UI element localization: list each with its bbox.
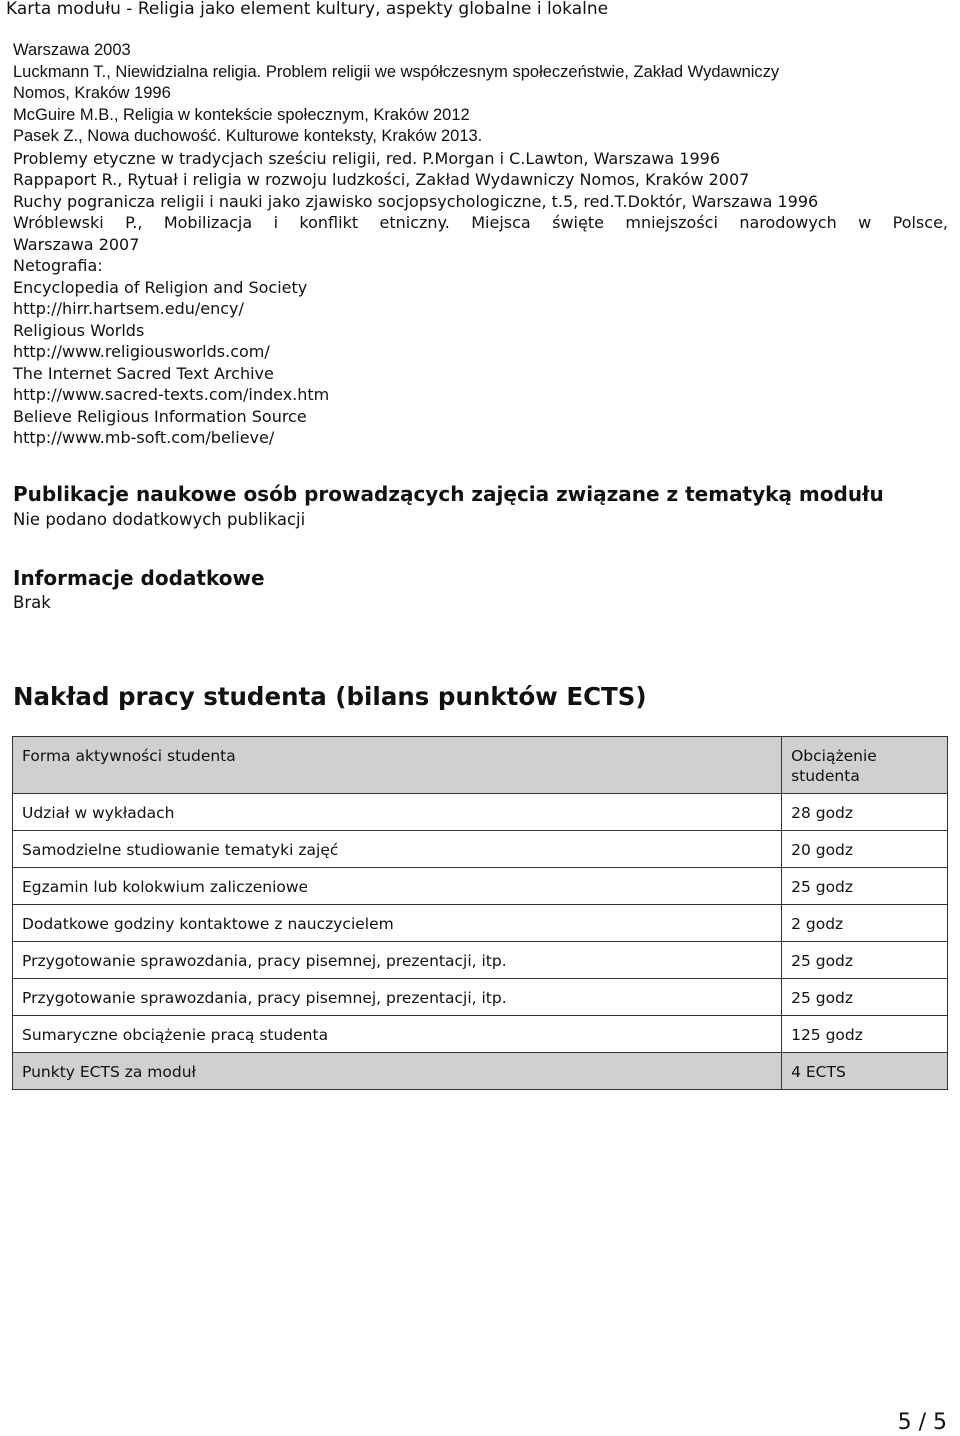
ects-table: [12, 736, 948, 1090]
netography-link[interactable]: http://www.religiousworlds.com/: [13, 342, 270, 361]
ects-table-footer-row: [13, 1053, 948, 1090]
ects-load-cell: 25 godz: [782, 868, 948, 905]
ects-load-cell: 125 godz: [782, 1016, 948, 1053]
table-row: [13, 979, 948, 1016]
bibliography-line: Problemy etyczne w tradycjach sześciu religii, red. P.Morgan i C.Lawton, Warszawa 1996: [13, 148, 721, 168]
bibliography-line: Warszawa 2007: [13, 234, 140, 254]
bibliography-line: Luckmann T., Niewidzialna religia. Problem religii we współczesnym społeczeństwie, Zakład Wydawniczy: [13, 62, 780, 81]
ects-table-header-row: [13, 737, 948, 794]
ects-activity-cell: Dodatkowe godziny kontaktowe z nauczycielem: [13, 905, 782, 942]
ects-load-cell: 25 godz: [782, 979, 948, 1016]
table-row: [13, 868, 948, 905]
ects-activity-cell: Udział w wykładach: [13, 794, 782, 831]
ects-activity-cell: Przygotowanie sprawozdania, pracy pisemnej, prezentacji, itp.: [13, 979, 782, 1016]
netography-site-name: Encyclopedia of Religion and Society: [13, 277, 308, 297]
ects-activity-cell: Przygotowanie sprawozdania, pracy pisemnej, prezentacji, itp.: [13, 942, 782, 979]
publications-heading: Publikacje naukowe osób prowadzących zajęcia związane z tematyką modułu: [13, 482, 884, 506]
ects-load-cell: 2 godz: [782, 905, 948, 942]
ects-heading: Nakład pracy studenta (bilans punktów ECTS): [13, 682, 647, 711]
additional-info-text: Brak: [13, 593, 51, 612]
bibliography-line: Warszawa 2003: [13, 41, 131, 59]
bibliography-line: Wróblewski P., Mobilizacja i konflikt etniczny. Miejsca święte mniejszości narodowych w Polsce,: [13, 213, 948, 232]
netography-link[interactable]: http://hirr.hartsem.edu/ency/: [13, 299, 244, 318]
ects-load-cell: 20 godz: [782, 831, 948, 868]
bibliography-list: [13, 40, 948, 449]
bibliography-line: McGuire M.B., Religia w kontekście społecznym, Kraków 2012: [13, 105, 470, 124]
netography-site-name: Believe Religious Information Source: [13, 406, 307, 426]
netography-link[interactable]: http://www.sacred-texts.com/index.htm: [13, 385, 330, 404]
table-row: [13, 942, 948, 979]
table-row: [13, 794, 948, 831]
additional-info-heading: Informacje dodatkowe: [13, 566, 265, 590]
ects-activity-cell: Samodzielne studiowanie tematyki zajęć: [13, 831, 782, 868]
table-row: [13, 831, 948, 868]
ects-header-load: Obciążenie studenta: [782, 737, 948, 794]
bibliography-line: Ruchy pogranicza religii i nauki jako zjawisko socjopsychologiczne, t.5, red.T.Doktór, Warszawa 1996: [13, 191, 819, 211]
document-header-title: Karta modułu - Religia jako element kultury, aspekty globalne i lokalne: [6, 0, 609, 19]
ects-footer-load: 4 ECTS: [782, 1053, 948, 1090]
ects-load-cell: 28 godz: [782, 794, 948, 831]
netography-heading: Netografia:: [13, 256, 103, 275]
netography-site-name: The Internet Sacred Text Archive: [13, 363, 274, 383]
ects-activity-cell: Egzamin lub kolokwium zaliczeniowe: [13, 868, 782, 905]
bibliography-line: Nomos, Kraków 1996: [13, 84, 171, 102]
bibliography-line: Pasek Z., Nowa duchowość. Kulturowe konteksty, Kraków 2013.: [13, 127, 483, 145]
netography-link[interactable]: http://www.mb-soft.com/believe/: [13, 428, 275, 447]
table-row: [13, 905, 948, 942]
netography-site-name: Religious Worlds: [13, 320, 145, 340]
publications-text: Nie podano dodatkowych publikacji: [13, 510, 306, 529]
bibliography-line: Rappaport R., Rytuał i religia w rozwoju ludzkości, Zakład Wydawniczy Nomos, Kraków 2007: [13, 170, 750, 189]
ects-footer-activity: Punkty ECTS za moduł: [13, 1053, 782, 1090]
page-number: 5 / 5: [897, 1410, 947, 1435]
ects-load-cell: 25 godz: [782, 942, 948, 979]
ects-activity-cell: Sumaryczne obciążenie pracą studenta: [13, 1016, 782, 1053]
ects-header-activity: Forma aktywności studenta: [13, 737, 782, 794]
table-row: [13, 1016, 948, 1053]
